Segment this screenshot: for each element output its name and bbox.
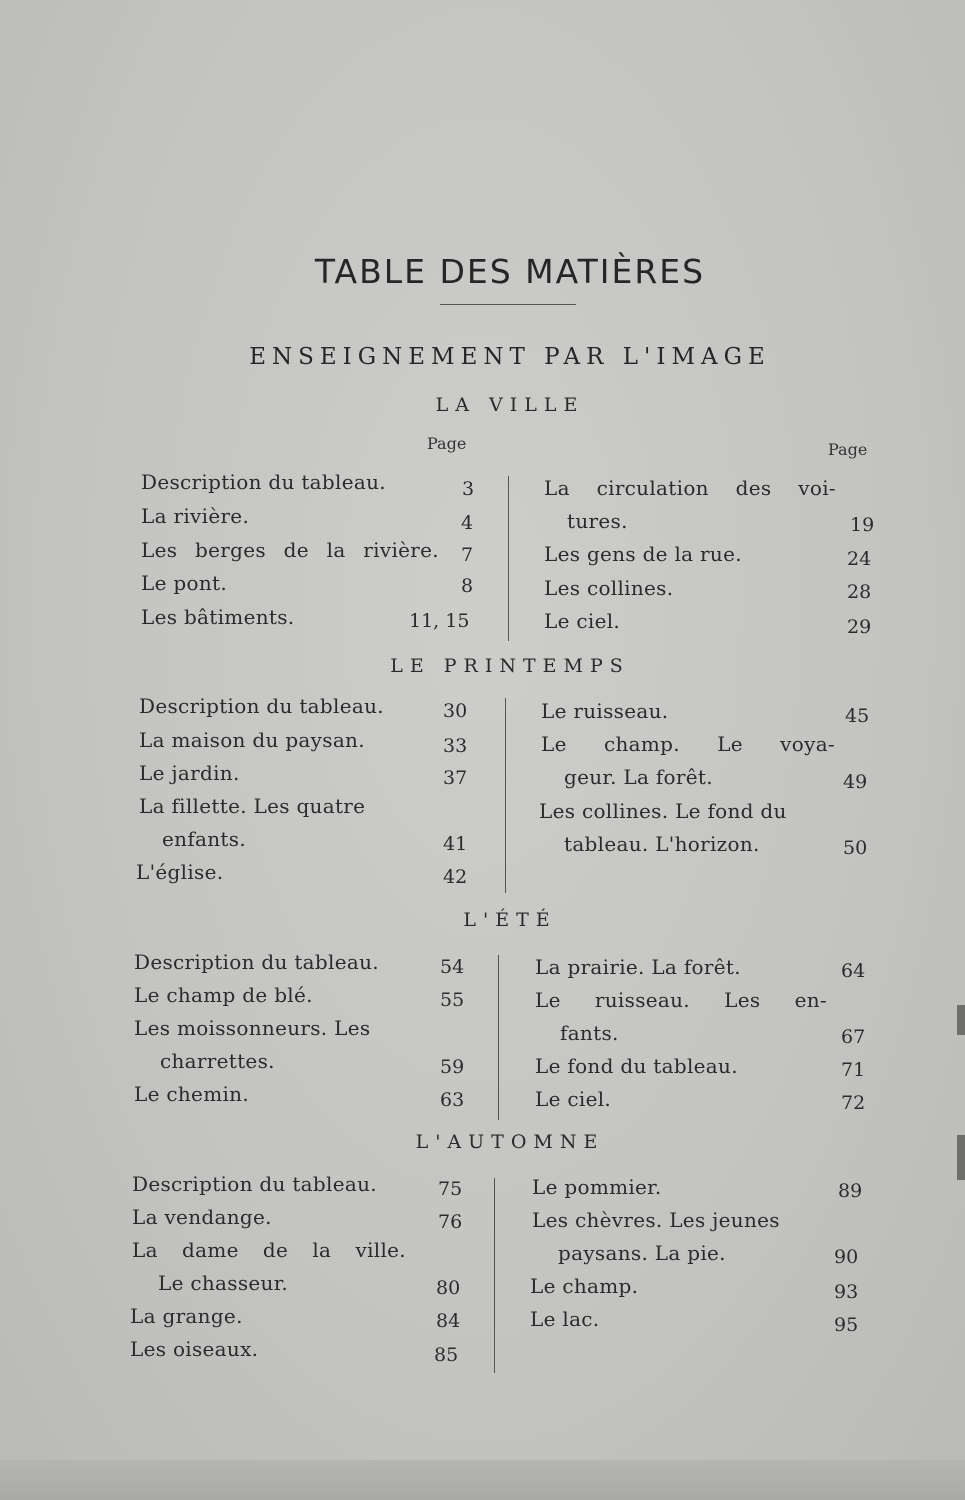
toc-entry: tableau. L'horizon. xyxy=(564,832,760,856)
toc-page-number: 28 xyxy=(847,581,872,603)
toc-entry: Le champ de blé. xyxy=(134,983,313,1007)
toc-page-number: 37 xyxy=(443,767,468,789)
toc-page-number: 93 xyxy=(834,1281,859,1303)
toc-entry: Le ruisseau. Les en- xyxy=(535,988,827,1012)
toc-page-number: 7 xyxy=(461,544,474,566)
toc-entry: fants. xyxy=(560,1021,619,1045)
toc-page-number: 19 xyxy=(850,514,875,536)
toc-entry: Description du tableau. xyxy=(139,694,384,718)
toc-page-number: 33 xyxy=(443,735,468,757)
toc-entry: Les chèvres. Les jeunes xyxy=(532,1208,780,1232)
toc-entry: Le ciel. xyxy=(544,609,621,633)
toc-page-number: 95 xyxy=(834,1314,859,1336)
toc-entry: Le lac. xyxy=(530,1307,600,1331)
toc-entry: Le champ. Le voya- xyxy=(541,732,835,756)
section-heading-l-automne: L'AUTOMNE xyxy=(415,1131,605,1153)
page-subtitle: ENSEIGNEMENT PAR L'IMAGE xyxy=(249,344,771,370)
toc-entry: La grange. xyxy=(130,1304,243,1328)
toc-entry: Description du tableau. xyxy=(134,950,379,974)
title-rule xyxy=(440,304,576,305)
toc-entry: charrettes. xyxy=(160,1049,275,1073)
toc-page-number: 67 xyxy=(841,1026,866,1048)
toc-page-number: 90 xyxy=(834,1246,859,1268)
toc-entry: Le chemin. xyxy=(134,1082,249,1106)
toc-entry: Les bâtiments. xyxy=(141,605,295,629)
toc-page-number: 49 xyxy=(843,771,868,793)
toc-entry: Le fond du tableau. xyxy=(535,1054,738,1078)
column-divider xyxy=(494,1178,495,1373)
toc-entry: La prairie. La forêt. xyxy=(535,955,741,979)
toc-entry: Le ruisseau. xyxy=(541,699,669,723)
toc-entry: Les collines. Le fond du xyxy=(539,799,787,823)
toc-entry: Les moissonneurs. Les xyxy=(134,1016,371,1040)
toc-page-number: 89 xyxy=(838,1180,863,1202)
toc-entry: Le jardin. xyxy=(139,761,240,785)
toc-entry: tures. xyxy=(567,509,628,533)
toc-page-number: 75 xyxy=(438,1178,463,1200)
toc-entry: L'église. xyxy=(136,860,224,884)
toc-entry: La fillette. Les quatre xyxy=(139,794,366,818)
column-divider xyxy=(498,955,499,1120)
toc-page-number: 54 xyxy=(440,956,465,978)
toc-page-number: 76 xyxy=(438,1211,463,1233)
toc-entry: La vendange. xyxy=(132,1205,272,1229)
page-column-label-right: Page xyxy=(828,440,868,459)
toc-page-number: 63 xyxy=(440,1089,465,1111)
toc-entry: La rivière. xyxy=(141,504,250,528)
toc-page-number: 11, 15 xyxy=(409,610,470,632)
toc-page-number: 59 xyxy=(440,1056,465,1078)
toc-page-number: 8 xyxy=(461,575,474,597)
toc-entry: geur. La forêt. xyxy=(564,765,713,789)
toc-page-number: 85 xyxy=(434,1344,459,1366)
toc-entry: Le ciel. xyxy=(535,1087,612,1111)
page-column-label-left: Page xyxy=(427,434,467,453)
toc-entry: Le pommier. xyxy=(532,1175,662,1199)
toc-page-number: 45 xyxy=(845,705,870,727)
toc-entry: Les berges de la rivière. xyxy=(141,538,439,562)
toc-page-number: 50 xyxy=(843,837,868,859)
toc-page-number: 84 xyxy=(436,1310,461,1332)
toc-page-number: 71 xyxy=(841,1059,866,1081)
column-divider xyxy=(505,698,506,893)
toc-page-number: 4 xyxy=(461,512,474,534)
toc-entry: Le champ. xyxy=(530,1274,639,1298)
toc-entry: Le pont. xyxy=(141,571,227,595)
toc-page-number: 29 xyxy=(847,616,872,638)
toc-entry: Description du tableau. xyxy=(132,1172,377,1196)
toc-page-number: 64 xyxy=(841,960,866,982)
toc-entry: Les collines. xyxy=(544,576,674,600)
toc-page-number: 3 xyxy=(462,478,475,500)
toc-page-number: 42 xyxy=(443,866,468,888)
toc-entry: Les oiseaux. xyxy=(130,1337,259,1361)
toc-entry: Les gens de la rue. xyxy=(544,542,742,566)
toc-page-number: 41 xyxy=(443,833,468,855)
column-divider xyxy=(508,476,509,641)
toc-entry: Le chasseur. xyxy=(158,1271,289,1295)
toc-entry: enfants. xyxy=(162,827,246,851)
binding-mark xyxy=(957,1005,965,1035)
section-heading-la-ville: LA VILLE xyxy=(435,394,585,416)
toc-entry: Description du tableau. xyxy=(141,470,386,494)
toc-entry: La dame de la ville. xyxy=(132,1238,406,1262)
toc-page-number: 80 xyxy=(436,1277,461,1299)
toc-entry: La circulation des voi- xyxy=(544,476,836,500)
page-bottom-edge xyxy=(0,1460,965,1500)
toc-page-number: 30 xyxy=(443,700,468,722)
toc-entry: La maison du paysan. xyxy=(139,728,365,752)
toc-page-number: 55 xyxy=(440,989,465,1011)
section-heading-l-ete: L'ÉTÉ xyxy=(463,909,557,931)
page-title: TABLE DES MATIÈRES xyxy=(314,252,706,291)
toc-page-number: 24 xyxy=(847,548,872,570)
section-heading-le-printemps: LE PRINTEMPS xyxy=(390,655,630,677)
toc-page-number: 72 xyxy=(841,1092,866,1114)
toc-entry: paysans. La pie. xyxy=(558,1241,726,1265)
